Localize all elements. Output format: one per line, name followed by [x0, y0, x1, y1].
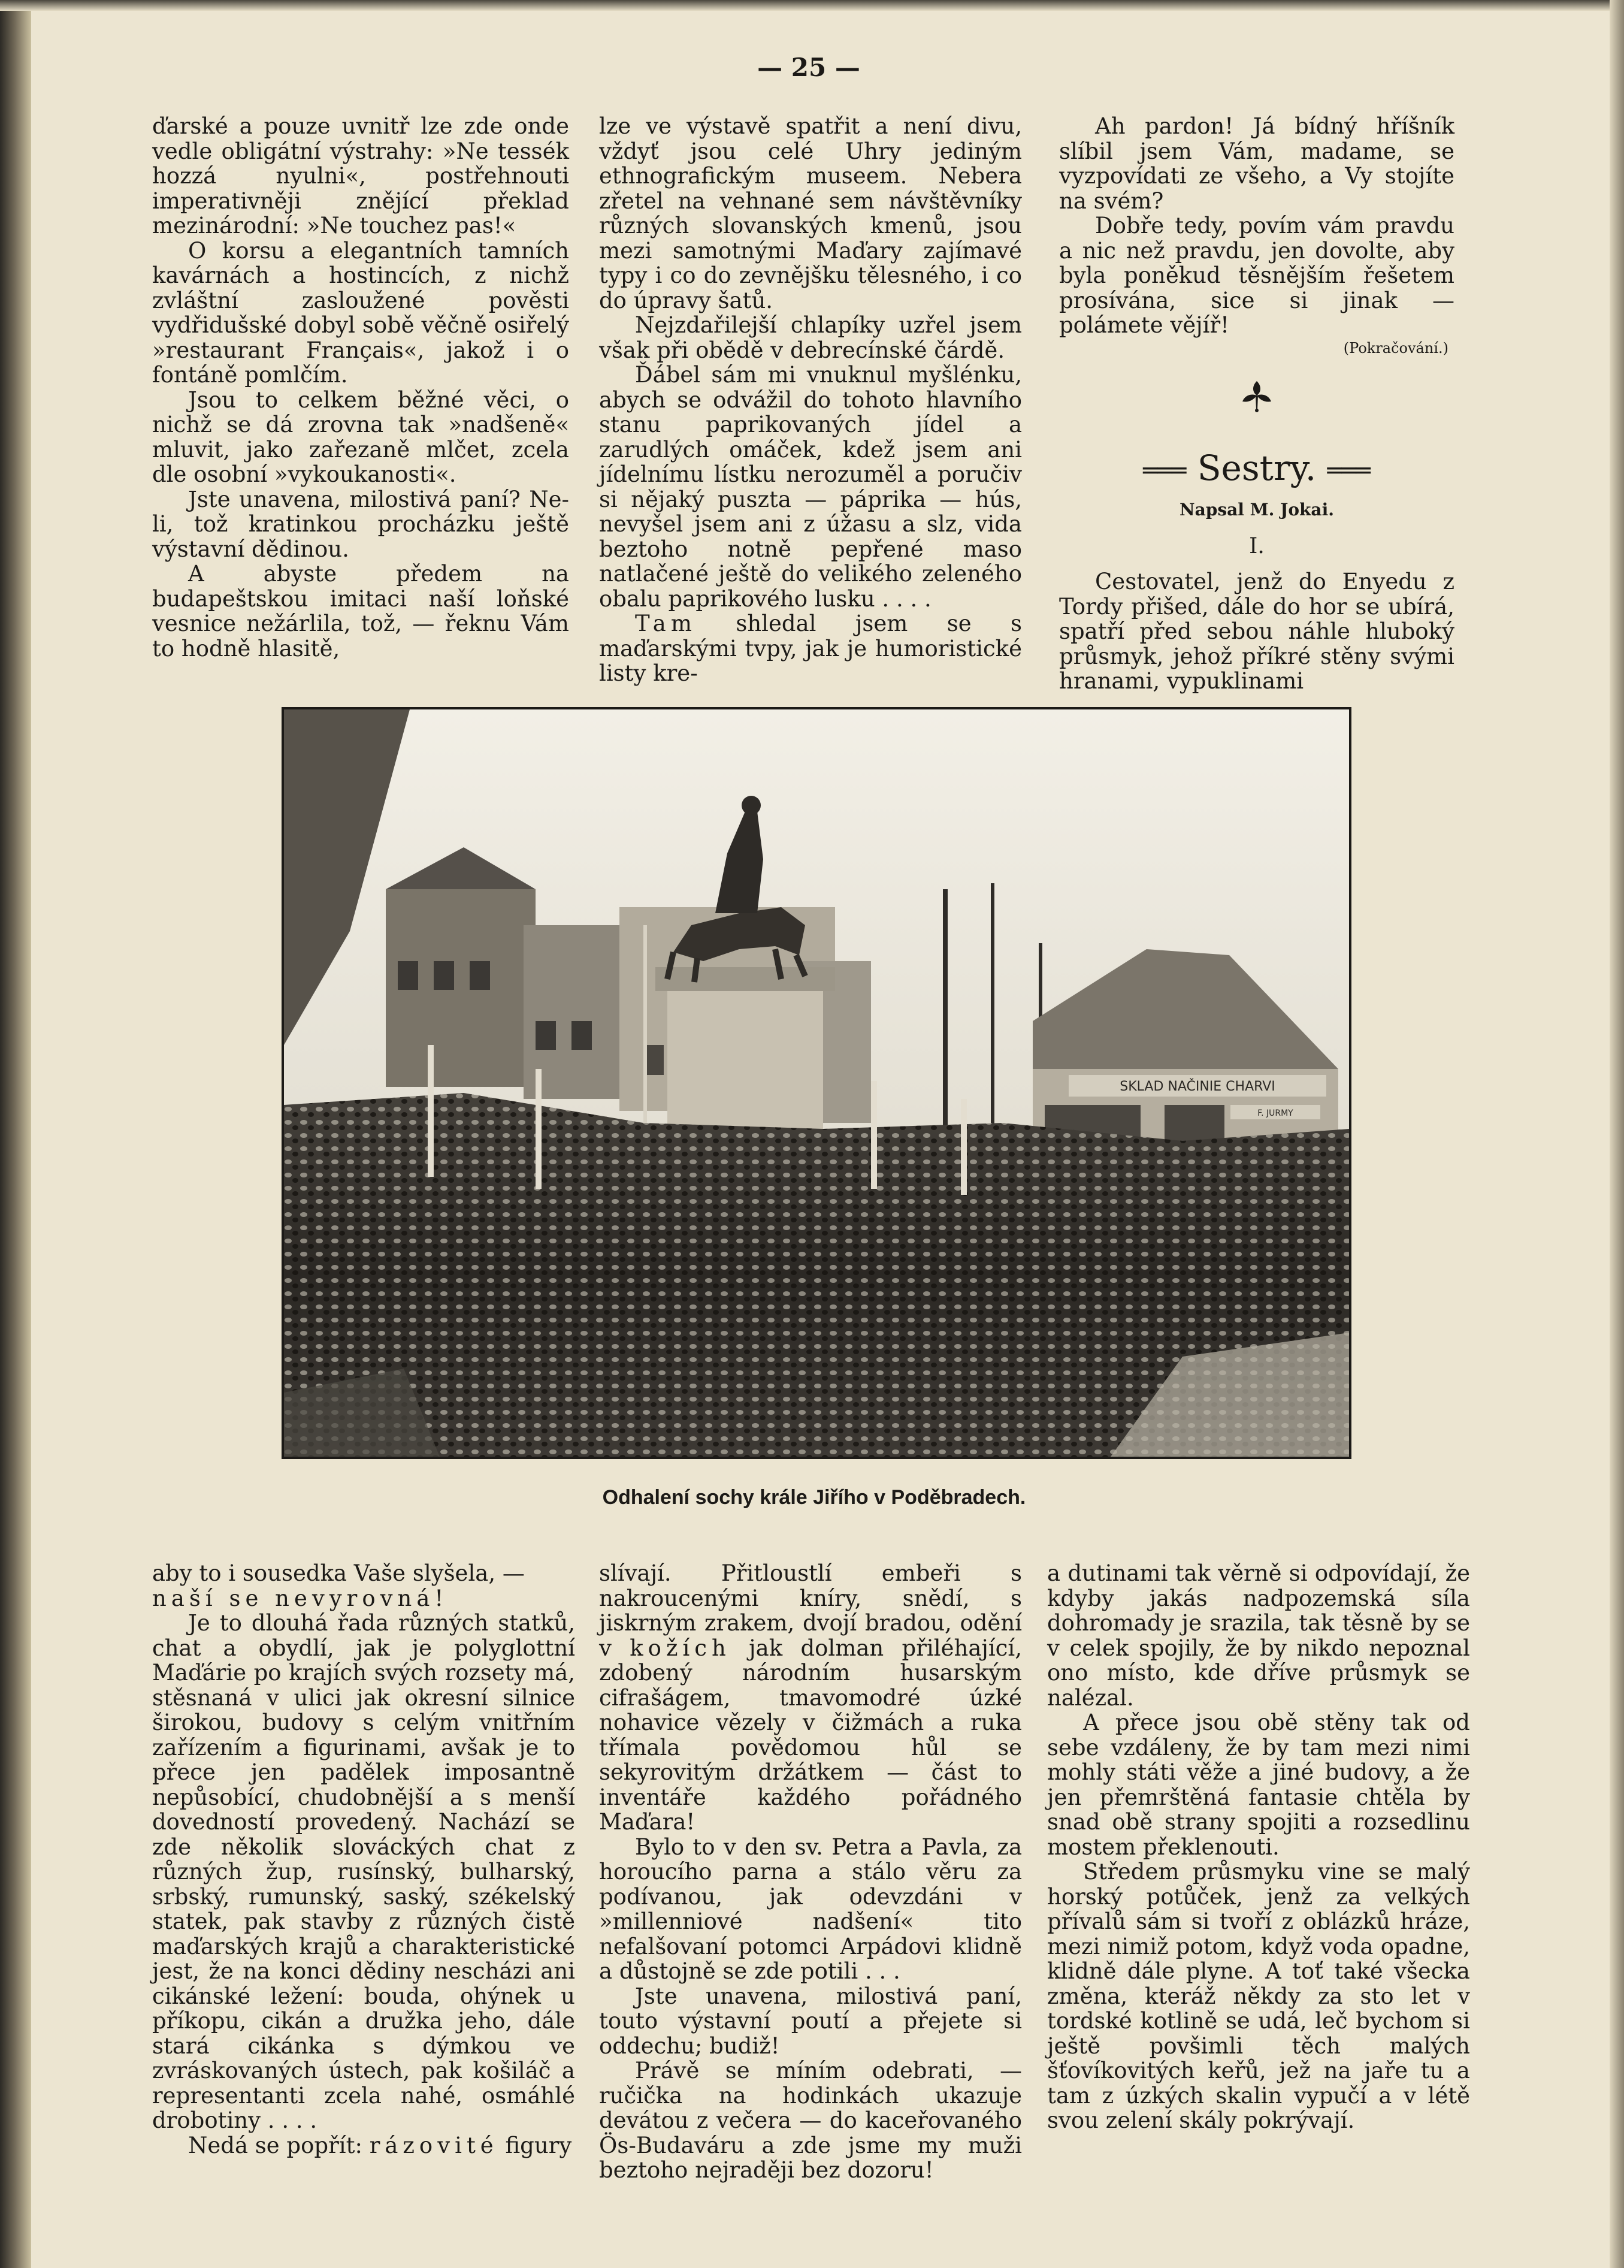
paragraph [152, 2133, 575, 2158]
photo-shop-sign-text: F. JURMY [1257, 1109, 1293, 1118]
photo-caption: Odhalení sochy krále Jiřího v Poděbradech. [602, 1486, 1026, 1509]
spaced-line: naší se nevyrovná! [152, 1585, 449, 1611]
chapter-number: I. [1249, 534, 1265, 559]
photo-signboard-text: SKLAD NAČINIE CHARVI [1120, 1079, 1275, 1094]
paragraph: Dobře tedy, povím vám pravdu a nic než pravdu, jen dovolte, aby byla poněkud těsnějším řešetem prosívána, sice si jinak — polámete vějíř! [1059, 213, 1454, 338]
paragraph: Ďábel sám mi vnuknul myšlénku, abych se odvážil do tohoto hlavního stanu paprikovaných jídel a zarudlých omáček, kdež jsem ani jídelnímu lístku nerozuměl a poručiv si nějaký puszta — páprika — hús, nevyšel jsem ani z úžasu a slz, vida beztoho notně pepřené maso natlačené ještě do velikého zeleného obalu paprikového lusku . . . . [599, 362, 1022, 612]
paragraph: Právě se míním odebrati, — ručička na hodinkách ukazuje devátou z večera — do kaceřovaného Ös-Budaváru a zde jsme my muži beztoho nejraději bez dozoru! [599, 2058, 1022, 2183]
paragraph: Středem průsmyku vine se malý horský potůček, jenž za velkých přívalů sám si tvoří z oblázků hráze, mezi nimiž potom, když voda opadne, klidně dále plyne. A toť také všecka změna, kteráž někdy za sto let v tordské kotlině se udá, leč bychom si ještě povšimli těch malých šťovíkovitých keřů, jež na jaře tu a tam z úzkých skalin vypučí a v létě svou zelení skály pokrývají. [1047, 1859, 1470, 2133]
top-column-3 [1059, 114, 1454, 694]
title-ornament-right: ═══ [1327, 457, 1371, 485]
paragraph [599, 1561, 1022, 1835]
paragraph: O korsu a elegantních tamních kavárnách a hostincích, z nichž zvláštní zasloužené pověsti vydřidušské dobyl sobě věčně osiřelý »restaurant Français«, jakož i o fontáně pomlčím. [152, 237, 569, 388]
paragraph: Jste unavena, milostivá paní, touto výstavní poutí a přejete si oddechu; budiž! [599, 1983, 1022, 2059]
spaced-word: Tam [635, 611, 697, 636]
paragraph: Jsou to celkem běžné věci, o nichž se dá zrovna tak »nadšeně« mluvit, jako zařezaně mlčet, zcela dle osobní »vykoukanosti«. [152, 386, 569, 487]
paragraph: a dutinami tak věrně si odpovídají, že kdyby jakás nadpozemská síla dohromady je srazila, tak těsně by se v celek spojily, že by nikdo nepoznal ono místo, kde dříve průsmyk se nalézal. [1047, 1560, 1470, 1711]
binding-shadow [0, 0, 31, 2268]
paragraph: Je to dlouhá řada různých statků, chat a obydlí, jak je polyglottní Maďárie po krajích svých rozsety má, stěsnaná v ulici jak okresní silnice širokou, budovy s celým vnitřním zařízením a figurinami, avšak je to přece jen padělek imposantně nepůsobící, chudobnější a s menší dovedností provedený. Nachází se zde několik slováckých chat z různých žup, rusínský, bulharský, srbský, rumunský, saský, székelský statek, pak stavby z různých čistě maďarských krajů a charakteristické jest, že na konci dědiny nescházi ani cikánské ležení: bouda, ohýnek u příkopu, cikán a družka jeho, dále stará cikánka s dýmkou ve zvráskovaných ústech, pak košiláč a representanti zcela nahé, osmáhlé drobotiny . . . . [152, 1610, 575, 2133]
paragraph-text: jsem se s maďarskými tvpy, jak je humoristické listy kre- [599, 611, 1022, 686]
top-edge-shadow [0, 0, 1624, 11]
paragraph: A abyste předem na budapeštskou imitaci naší loňské vesnice nežárlila, tož, — řeknu Vám to hodně hlasitě, [152, 561, 569, 662]
paragraph: Bylo to v den sv. Petra a Pavla, za horoucího parna a stálo věru za podívanou, jak odevzdáni v »millenniové nadšení« tito nefalšovaní potomci Arpádovi klidně a důstojně se zde potili . . . [599, 1834, 1022, 1984]
paragraph: aby to i sousedka Vaše slyšela, — [152, 1560, 525, 1586]
paragraph-text: jak dolman přiléhající, zdobený národním husarským cifrašágem, tmavomodré úzké nohavice vězely v čižmách a ruka třímala povědomou hůl se sekyrovitým držátkem — část to inventáře každého pořádného Maďara! [599, 1635, 1023, 1835]
title-ornament-left: ═══ [1143, 457, 1187, 485]
paragraph-text: slívají. Přitloustlí embeři s nakroucenými kníry, snědí, s jiskrným zrakem, dvojí bradou, odění v [599, 1560, 1022, 1661]
story-author: Napsal M. Jokai. [1180, 500, 1334, 520]
paragraph: Ah pardon! Já bídný hříšník slíbil jsem Vám, madame, se vyzpovídati ze všeho, a Vy stojíte na svém? [1059, 113, 1454, 214]
paragraph-text: shledal [696, 611, 816, 636]
paragraph-text: Nedá se popřít: [188, 2132, 370, 2158]
continued-note: (Pokračování.) [1343, 339, 1448, 357]
paragraph: Cestovatel, jenž do Enyedu z Tordy přišed, dále do hor se ubírá, spatří před sebou náhle hluboký průsmyk, jehož příkré stěny svými hranami, vypuklinami [1059, 569, 1454, 694]
bottom-column-1 [152, 1561, 575, 2158]
photo-illustration [284, 709, 1349, 1457]
paragraph: A přece jsou obě stěny tak od sebe vzdáleny, že by tam mezi nimi mohly státi věže a jiné budovy, a že jen přemrštěná fantasie chtěla by snad obě strany spojiti a rozsedlinu mostem překlenouti. [1047, 1710, 1470, 1860]
spaced-word: kožích [630, 1635, 731, 1661]
fleuron-ornament-icon [1059, 378, 1454, 413]
top-column-1 [152, 114, 569, 661]
paragraph-text: figury [498, 2132, 572, 2158]
story-title [1059, 447, 1454, 492]
paragraph: lze ve výstavě spatřit a není divu, vždyť jsou celé Uhry jediným ethnografickým museem. Nebera zřetel na vehnané sem návštěvníky různých slovanských kmenů, jsou mezi samotnými Maďary zajímavé typy i co do zevnějšku tělesného, i co do úpravy šatů. [599, 113, 1022, 313]
photograph [282, 707, 1351, 1459]
paragraph [599, 611, 1022, 686]
right-edge-shadow [1610, 0, 1624, 2268]
paragraph: ďarské a pouze uvnitř lze zde onde vedle obligátní výstrahy: »Ne tessék hozzá nyulni«, postřehnouti imperativněji znějící překlad mezinárodní: »Ne touchez pas!« [152, 113, 569, 238]
page-number: — 25 — [757, 53, 860, 82]
spaced-word: rázovité [369, 2132, 498, 2158]
bottom-column-2 [599, 1561, 1022, 2183]
bottom-column-3 [1047, 1561, 1470, 2133]
paragraph: Nejzdařilejší chlapíky uzřel jsem však při obědě v debrecínské čárdě. [599, 312, 1022, 363]
top-column-2 [599, 114, 1022, 686]
story-title-text: Sestry. [1197, 447, 1317, 488]
paragraph: Jste unavena, milostivá paní? Ne-li, tož kratinkou procházku ještě výstavní dědinou. [152, 486, 569, 562]
